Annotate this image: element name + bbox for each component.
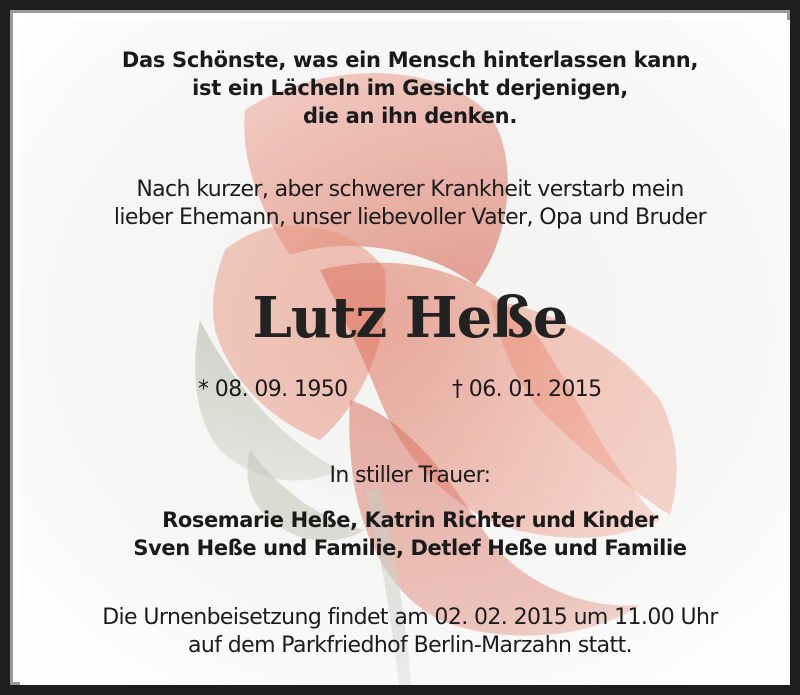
announcement [20,176,800,232]
announcement-line: Nach kurzer, aber schwerer Krankheit verstarb mein [136,177,684,202]
mourners [20,506,800,562]
mourning-intro: In stiller Trauer: [329,463,491,488]
motto [20,46,800,130]
birth-date: * 08. 09. 1950 [198,377,348,402]
death-date: † 06. 01. 2015 [452,377,602,402]
deceased-name: Lutz Heße [252,285,568,351]
motto-line: ist ein Lächeln im Gesicht derjenigen, [192,76,628,100]
mourners-line: Sven Heße und Familie, Detlef Heße und Familie [133,536,687,560]
funeral-line: Die Urnenbeisetzung findet am 02. 02. 2015 um 11.00 Uhr [102,605,718,630]
motto-line: Das Schönste, was ein Mensch hinterlassen kann, [121,48,699,72]
notice-background [20,20,800,695]
notice-text [20,20,800,695]
announcement-line: lieber Ehemann, unser liebevoller Vater, Opa und Bruder [113,205,707,230]
motto-line: die an ihn denken. [302,104,518,128]
mourners-line: Rosemarie Heße, Katrin Richter und Kinder [162,508,658,532]
funeral-line: auf dem Parkfriedhof Berlin-Marzahn statt. [188,633,632,658]
funeral-info [20,604,800,660]
